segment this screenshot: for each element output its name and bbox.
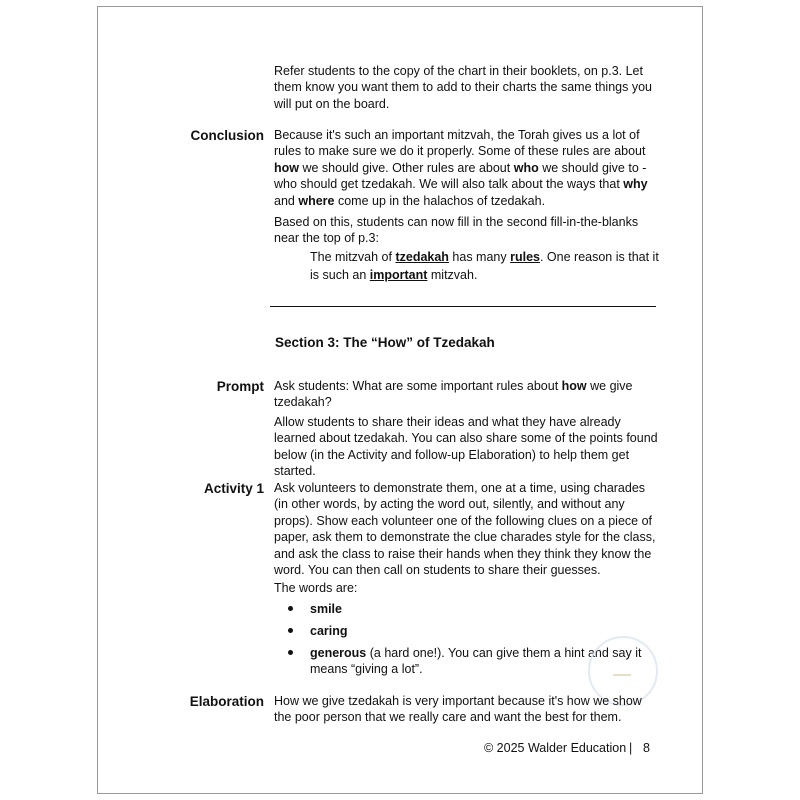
- intro-paragraph: Refer students to the copy of the chart in their booklets, on p.3. Let them know you want them to add to their charts the same things you will put on the board.: [274, 64, 652, 111]
- section-title: Section 3: The “How” of Tzedakah: [275, 335, 495, 350]
- prompt-label: Prompt: [216, 379, 264, 394]
- conclusion-label: Conclusion: [190, 128, 264, 143]
- fill-in-the-blanks: The mitzvah of tzedakah has many rules. One reason is that it is such an important mitzvah.: [310, 250, 659, 282]
- conclusion-paragraph-1: Because it's such an important mitzvah, the Torah gives us a lot of rules to make sure we do it properly. Some of these rules are about how we should give. Other rules are about who we should give to - who should get tzedakah. We will also talk about the ways that why and where come up in the halachos of tzedakah.: [274, 128, 648, 208]
- bullet-icon: [288, 606, 293, 611]
- words-intro: The words are:: [274, 581, 358, 595]
- conclusion-paragraph-2: Based on this, students can now fill in the second fill-in-the-blanks near the top of p.3:: [274, 215, 639, 246]
- footer-separator: |: [629, 741, 633, 755]
- prompt-paragraph-2: Allow students to share their ideas and what they have already learned about tzedakah. You can also share some of the points found below (in the Activity and follow-up Elaboration) to help them get started.: [274, 415, 658, 479]
- activity-1-label: Activity 1: [203, 481, 264, 496]
- page-number: 8: [643, 741, 650, 755]
- bullet-icon: [288, 628, 293, 633]
- footer-copyright: © 2025 Walder Education: [484, 741, 627, 755]
- prompt-paragraph-1: Ask students: What are some important rules about how we give tzedakah?: [274, 379, 633, 410]
- elaboration-paragraph: How we give tzedakah is very important because it's how we show the poor person that we really care and want the best for them.: [274, 694, 642, 725]
- elaboration-label: Elaboration: [189, 694, 264, 709]
- section-divider: [270, 306, 656, 307]
- activity-1-paragraph: Ask volunteers to demonstrate them, one at a time, using charades (in other words, by acting the word out, silently, and without any props). Show each volunteer one of the following clues on a piece of paper, ask them to demonstrate the clue charades style for the class, and ask the class to raise their hands when they think they know the word. You can then call on students to share their guesses.: [274, 481, 656, 578]
- bullet-icon: [288, 650, 293, 655]
